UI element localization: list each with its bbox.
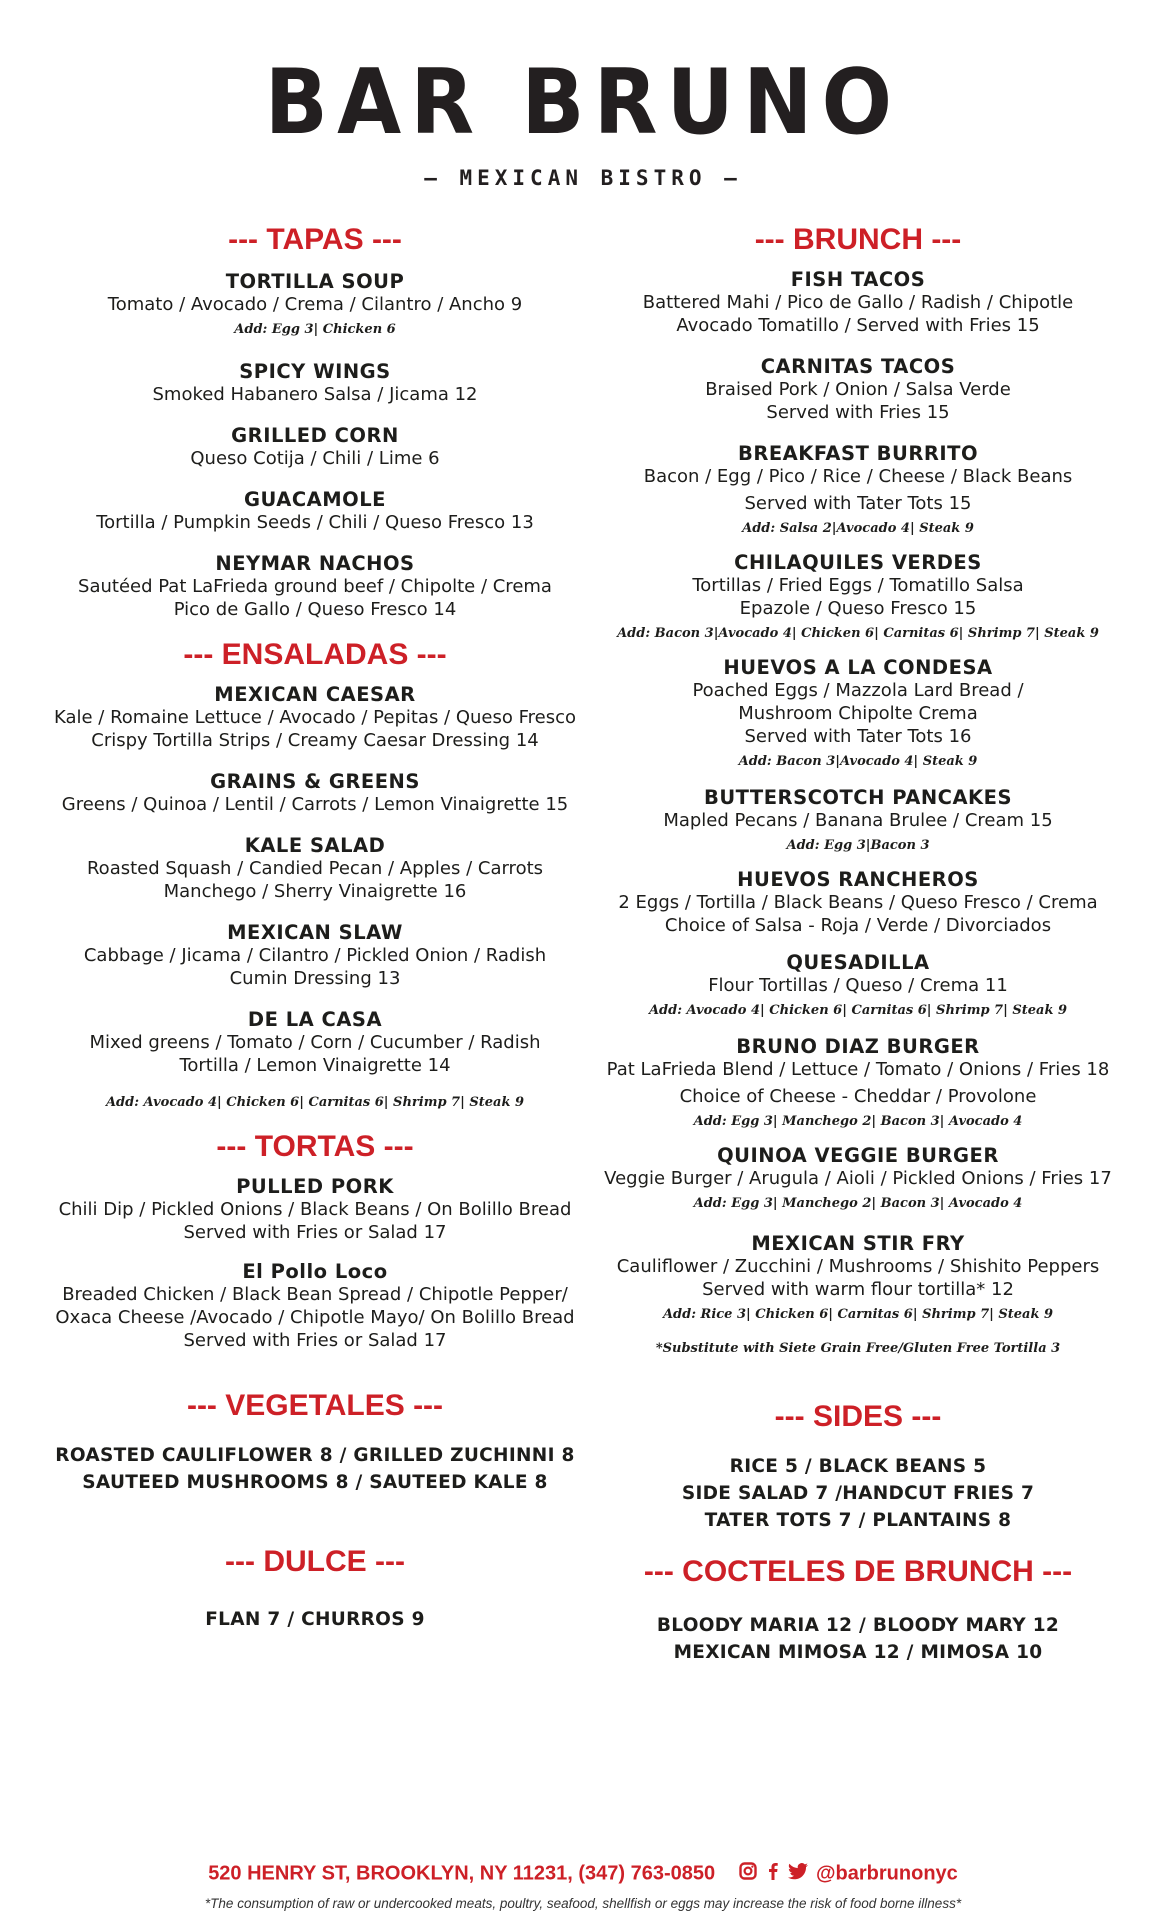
section-title-ensaladas: --- ENSALADAS --- — [183, 638, 447, 671]
sides-line: SIDE SALAD 7 /HANDCUT FRIES 7 — [681, 1483, 1035, 1504]
item-desc: Crispy Tortilla Strips / Creamy Caesar Dressing 14 — [91, 730, 539, 751]
menu-item — [598, 1232, 1118, 1325]
item-desc: Kale / Romaine Lettuce / Avocado / Pepitas / Queso Fresco — [53, 707, 577, 728]
item-desc: Choice of Salsa - Roja / Verde / Divorciados — [664, 915, 1052, 936]
item-desc: Greens / Quinoa / Lentil / Carrots / Lemon Vinaigrette 15 — [61, 794, 569, 815]
item-addons: Add: Egg 3| Chicken 6 — [234, 322, 396, 337]
cocteles-line: BLOODY MARIA 12 / BLOODY MARY 12 — [656, 1615, 1060, 1636]
item-name: HUEVOS A LA CONDESA — [723, 656, 993, 679]
menu-item — [50, 1008, 580, 1077]
item-name: MEXICAN SLAW — [227, 921, 403, 944]
item-desc: Cumin Dressing 13 — [229, 968, 401, 989]
item-name: MEXICAN CAESAR — [214, 683, 416, 706]
item-name: FISH TACOS — [790, 268, 926, 291]
menu-item — [598, 551, 1118, 644]
section-title-dulce: --- DULCE --- — [225, 1545, 405, 1578]
address-text: 520 HENRY ST, BROOKLYN, NY 11231, (347) 763-0850 — [208, 1862, 716, 1885]
item-name: QUESADILLA — [786, 951, 930, 974]
item-desc: Served with Tater Tots 15 — [744, 493, 972, 514]
item-addons: Add: Egg 3|Bacon 3 — [786, 838, 930, 853]
menu-item — [598, 786, 1118, 856]
item-addons: Add: Rice 3| Chicken 6| Carnitas 6| Shrimp 7| Steak 9 — [662, 1307, 1054, 1322]
menu-header — [0, 50, 1166, 190]
item-name: BRUNO DIAZ BURGER — [736, 1035, 980, 1058]
item-name: GUACAMOLE — [244, 488, 386, 511]
item-desc: Smoked Habanero Salsa / Jicama 12 — [152, 384, 478, 405]
item-addons: Add: Egg 3| Manchego 2| Bacon 3| Avocado 4 — [693, 1114, 1023, 1129]
menu-item — [598, 1035, 1118, 1132]
menu-item — [50, 488, 580, 534]
left-column — [50, 222, 580, 1633]
food-safety-disclaimer: *The consumption of raw or undercooked meats, poultry, seafood, shellfish or eggs may increase the risk of food borne illness* — [204, 1896, 962, 1911]
menu-item — [50, 1260, 580, 1352]
menu-item — [598, 951, 1118, 1021]
facebook-icon[interactable] — [767, 1862, 779, 1886]
item-desc: Mapled Pecans / Banana Brulee / Cream 15 — [663, 810, 1053, 831]
twitter-icon[interactable] — [788, 1863, 808, 1886]
item-name: KALE SALAD — [244, 834, 386, 857]
instagram-icon[interactable] — [739, 1862, 757, 1886]
item-name: DE LA CASA — [247, 1008, 383, 1031]
menu-item — [598, 268, 1118, 337]
sides-line: RICE 5 / BLACK BEANS 5 — [729, 1456, 987, 1477]
item-desc: Bacon / Egg / Pico / Rice / Cheese / Black Beans — [643, 466, 1073, 487]
item-desc: Avocado Tomatillo / Served with Fries 15 — [676, 315, 1040, 336]
item-name: CARNITAS TACOS — [760, 355, 956, 378]
item-name: TORTILLA SOUP — [225, 270, 405, 293]
item-desc: Epazole / Queso Fresco 15 — [739, 598, 977, 619]
item-desc: Sautéed Pat LaFrieda ground beef / Chipolte / Crema — [78, 576, 552, 597]
item-desc: 2 Eggs / Tortilla / Black Beans / Queso Fresco / Crema — [618, 892, 1098, 913]
item-name: BREAKFAST BURRITO — [737, 442, 979, 465]
item-desc: Pico de Gallo / Queso Fresco 14 — [173, 599, 457, 620]
sides-line: TATER TOTS 7 / PLANTAINS 8 — [704, 1510, 1012, 1531]
item-name: HUEVOS RANCHEROS — [737, 868, 979, 891]
vegetales-line: SAUTEED MUSHROOMS 8 / SAUTEED KALE 8 — [82, 1472, 548, 1493]
section-title-cocteles: --- COCTELES DE BRUNCH --- — [643, 1555, 1073, 1588]
item-addons: Add: Bacon 3|Avocado 4| Chicken 6| Carnitas 6| Shrimp 7| Steak 9 — [617, 626, 1099, 641]
item-desc: Served with Fries 15 — [766, 402, 950, 423]
item-desc: Cauliflower / Zucchini / Mushrooms / Shishito Peppers — [616, 1256, 1100, 1277]
tagline: — MEXICAN BISTRO — — [424, 166, 742, 190]
menu-item — [598, 656, 1118, 772]
right-column — [598, 222, 1118, 1666]
item-name: SPICY WINGS — [239, 360, 391, 383]
item-desc: Battered Mahi / Pico de Gallo / Radish / Chipotle — [642, 292, 1074, 313]
tortilla-note: *Substitute with Siete Grain Free/Gluten Free Tortilla 3 — [655, 1341, 1061, 1356]
section-title-tortas: --- TORTAS --- — [216, 1130, 414, 1163]
item-desc: Choice of Cheese - Cheddar / Provolone — [679, 1086, 1037, 1107]
menu-item — [50, 1175, 580, 1244]
item-name: BUTTERSCOTCH PANCAKES — [703, 786, 1013, 809]
item-desc: Served with Fries or Salad 17 — [183, 1222, 447, 1243]
social-handle[interactable]: @barbrunonyc — [816, 1862, 958, 1885]
menu-item — [50, 360, 580, 406]
item-desc: Served with warm flour tortilla* 12 — [702, 1279, 1014, 1300]
item-desc: Braised Pork / Onion / Salsa Verde — [705, 379, 1011, 400]
item-desc: Mixed greens / Tomato / Corn / Cucumber / Radish — [89, 1032, 541, 1053]
menu-item — [598, 442, 1118, 539]
dulce-line: FLAN 7 / CHURROS 9 — [205, 1609, 425, 1630]
item-desc: Breaded Chicken / Black Bean Spread / Chipotle Pepper/ — [62, 1284, 568, 1305]
item-name: NEYMAR NACHOS — [215, 552, 415, 575]
item-addons: Add: Egg 3| Manchego 2| Bacon 3| Avocado 4 — [693, 1196, 1023, 1211]
menu-item — [50, 552, 580, 621]
item-name: GRILLED CORN — [231, 424, 399, 447]
vegetales-line: ROASTED CAULIFLOWER 8 / GRILLED ZUCHINNI 8 — [55, 1445, 575, 1466]
brand-logo: BAR BRUNO — [264, 50, 902, 155]
item-name: CHILAQUILES VERDES — [734, 551, 982, 574]
item-desc: Cabbage / Jicama / Cilantro / Pickled Onion / Radish — [83, 945, 547, 966]
section-title-brunch: --- BRUNCH --- — [754, 223, 962, 256]
item-desc: Tortilla / Lemon Vinaigrette 14 — [179, 1055, 451, 1076]
menu-item — [598, 868, 1118, 937]
menu-item — [50, 770, 580, 816]
menu-item — [50, 921, 580, 990]
section-title-sides: --- SIDES --- — [774, 1400, 942, 1433]
item-desc: Mushroom Chipolte Crema — [738, 703, 978, 724]
item-desc: Tomato / Avocado / Crema / Cilantro / Ancho 9 — [107, 294, 523, 315]
item-name: PULLED PORK — [236, 1175, 394, 1198]
section-title-vegetales: --- VEGETALES --- — [186, 1389, 444, 1422]
menu-item — [50, 270, 580, 340]
item-name: QUINOA VEGGIE BURGER — [717, 1144, 999, 1167]
section-title-tapas: --- TAPAS --- — [228, 223, 402, 256]
menu-item — [50, 683, 580, 752]
menu-item — [598, 1144, 1118, 1214]
menu-item — [598, 355, 1118, 424]
menu-item — [50, 834, 580, 903]
item-desc: Roasted Squash / Candied Pecan / Apples / Carrots — [86, 858, 544, 879]
item-name: MEXICAN STIR FRY — [751, 1232, 965, 1255]
section-addons: Add: Avocado 4| Chicken 6| Carnitas 6| Shrimp 7| Steak 9 — [105, 1095, 525, 1110]
item-desc: Tortillas / Fried Eggs / Tomatillo Salsa — [692, 575, 1024, 596]
cocteles-line: MEXICAN MIMOSA 12 / MIMOSA 10 — [673, 1642, 1043, 1663]
menu-item — [50, 424, 580, 470]
item-desc: Oxaca Cheese /Avocado / Chipotle Mayo/ On Bolillo Bread — [55, 1307, 575, 1328]
item-desc: Served with Fries or Salad 17 — [183, 1330, 447, 1351]
item-desc: Manchego / Sherry Vinaigrette 16 — [163, 881, 467, 902]
item-desc: Veggie Burger / Arugula / Aioli / Pickled Onions / Fries 17 — [604, 1168, 1112, 1189]
item-addons: Add: Bacon 3|Avocado 4| Steak 9 — [738, 754, 978, 769]
item-desc: Served with Tater Tots 16 — [744, 726, 972, 747]
item-desc: Flour Tortillas / Queso / Crema 11 — [708, 975, 1008, 996]
item-addons: Add: Avocado 4| Chicken 6| Carnitas 6| Shrimp 7| Steak 9 — [648, 1003, 1068, 1018]
item-desc: Poached Eggs / Mazzola Lard Bread / — [692, 680, 1024, 701]
item-desc: Tortilla / Pumpkin Seeds / Chili / Queso Fresco 13 — [96, 512, 534, 533]
item-addons: Add: Salsa 2|Avocado 4| Steak 9 — [742, 521, 974, 536]
item-desc: Chili Dip / Pickled Onions / Black Beans / On Bolillo Bread — [58, 1199, 572, 1220]
item-desc: Pat LaFrieda Blend / Lettuce / Tomato / Onions / Fries 18 — [606, 1059, 1110, 1080]
item-desc: Queso Cotija / Chili / Lime 6 — [190, 448, 440, 469]
item-name: GRAINS & GREENS — [210, 770, 420, 793]
item-name: El Pollo Loco — [242, 1260, 388, 1283]
footer-address-line — [0, 1862, 1166, 1886]
